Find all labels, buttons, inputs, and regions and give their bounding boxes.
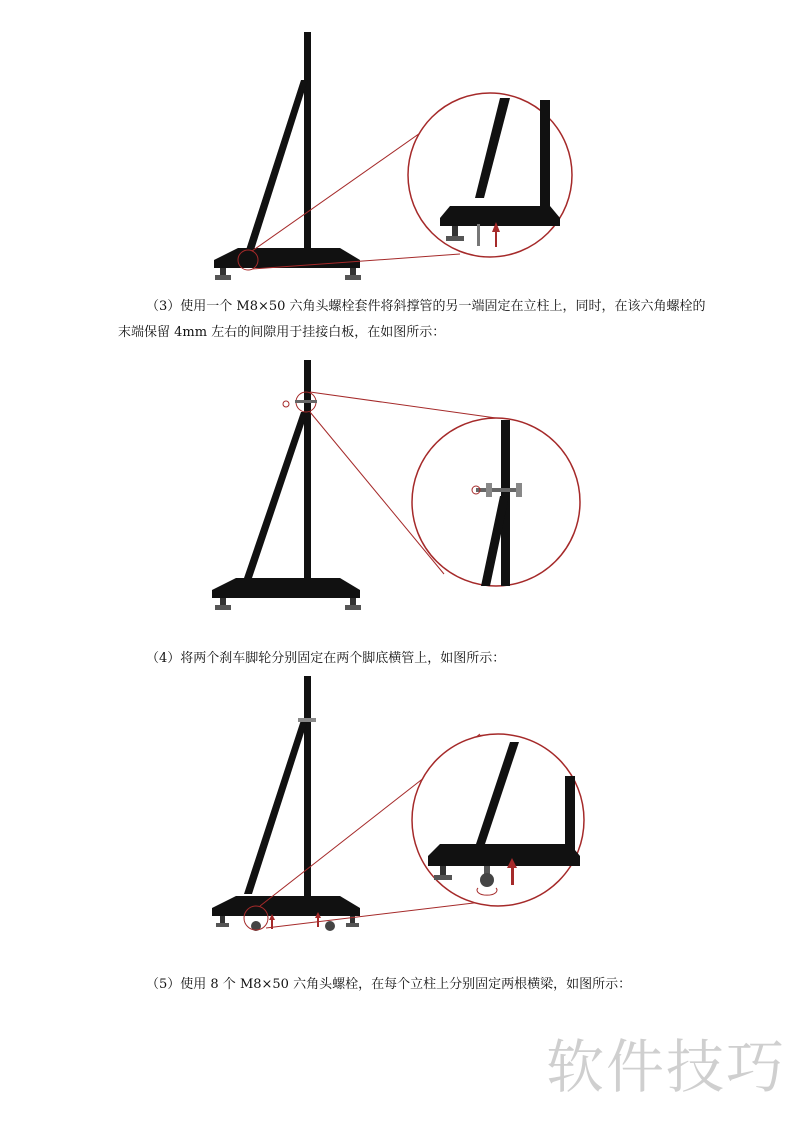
figure-upright-bolt bbox=[200, 356, 590, 618]
zoom-circle-bolt bbox=[412, 418, 580, 586]
watermark: 软件技巧 bbox=[545, 1033, 786, 1101]
step-4-text: （4）将两个刹车脚轮分别固定在两个脚底横管上，如图所示： bbox=[146, 651, 506, 666]
figure-brake-casters bbox=[200, 672, 590, 940]
step-5-text: （5）使用 8 个 M8×50 六角头螺栓，在每个立柱上分别固定两根横梁，如图所示： bbox=[146, 977, 632, 992]
figure-stand-feet bbox=[200, 20, 590, 290]
stand-illustration bbox=[214, 32, 361, 280]
step-3-paragraph bbox=[118, 294, 718, 346]
step-5-paragraph bbox=[118, 972, 718, 998]
zoom-circle-foot bbox=[408, 93, 572, 257]
stand-illustration bbox=[212, 676, 360, 931]
step-4-paragraph bbox=[118, 646, 718, 672]
stand-illustration bbox=[212, 360, 361, 610]
step-3-text: （3）使用一个 M8×50 六角头螺栓套件将斜撑管的另一端固定在立柱上，同时，在该六角螺栓的末端保留 4mm 左右的间隙用于挂接白板，在如图所示： bbox=[118, 299, 706, 340]
zoom-circle-caster bbox=[412, 734, 584, 906]
